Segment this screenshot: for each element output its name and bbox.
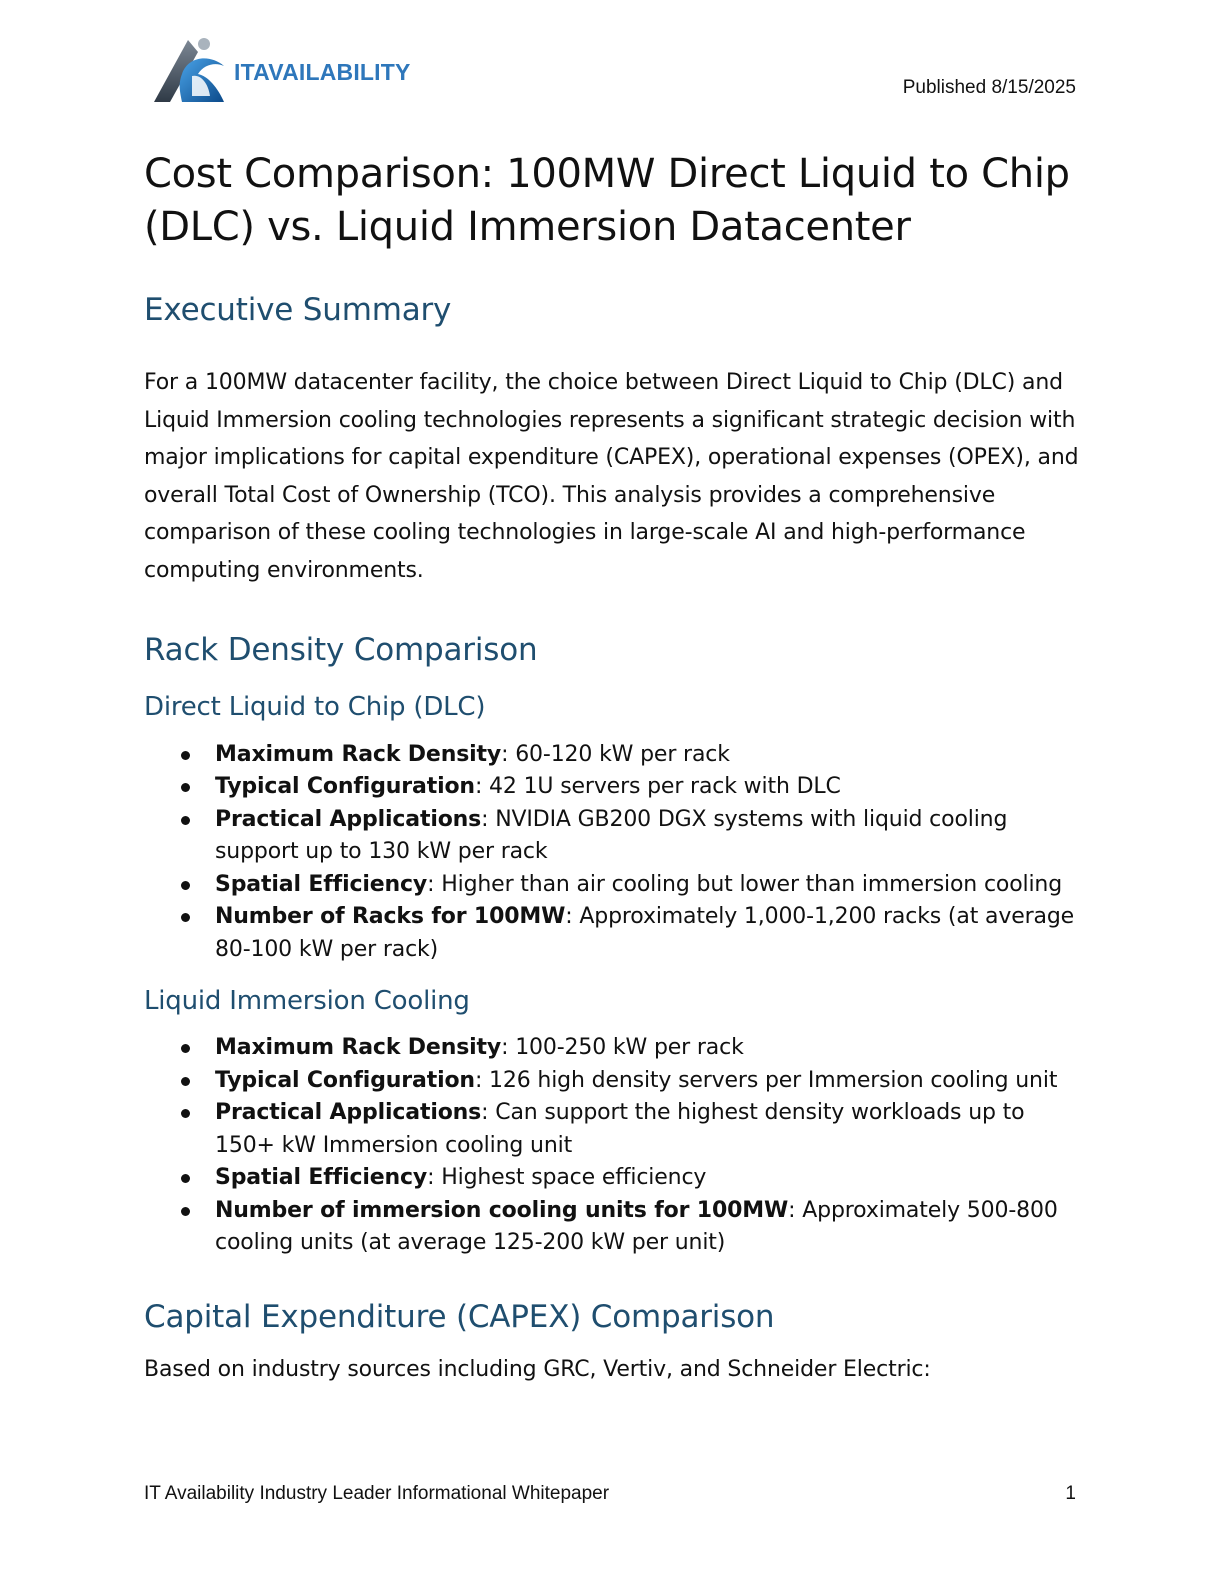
list-item: Practical Applications: Can support the highest density workloads up to 150+ kW Immersion cooling unit: [215, 1097, 1084, 1162]
immersion-heading: Liquid Immersion Cooling: [144, 986, 470, 1017]
capex-intro-text: Based on industry sources including GRC, Vertiv, and Schneider Electric:: [144, 1356, 931, 1382]
list-item: Typical Configuration: 42 1U servers per rack with DLC: [215, 771, 1084, 804]
document-body: [144, 148, 1084, 1388]
executive-summary-text: For a 100MW datacenter facility, the choice between Direct Liquid to Chip (DLC) and Liquid Immersion cooling technologies represents a significant strategic decision with major implications for capital expenditure (CAPEX), operational expenses (OPEX), and overall Total Cost of Ownership (TCO). This analysis provides a comprehensive comparison of these cooling technologies in large-scale AI and high-performance computing environments.: [144, 370, 1079, 583]
logo-text: ITAVAILABILITY: [234, 58, 411, 85]
list-item: Number of immersion cooling units for 100MW: Approximately 500-800 cooling units (at average 125-200 kW per unit): [215, 1195, 1084, 1260]
logo[interactable]: [152, 36, 411, 104]
page-header: [0, 0, 1219, 120]
list-item: Maximum Rack Density: 60-120 kW per rack: [215, 739, 1084, 772]
page-title: Cost Comparison: 100MW Direct Liquid to Chip (DLC) vs. Liquid Immersion Datacenter: [144, 151, 1070, 250]
published-date: Published 8/15/2025: [902, 77, 1076, 98]
footer-text: IT Availability Industry Leader Informational Whitepaper: [144, 1483, 610, 1504]
dlc-list: [144, 739, 1084, 967]
page-number: 1: [1065, 1483, 1076, 1504]
dlc-heading: Direct Liquid to Chip (DLC): [144, 691, 486, 722]
list-item: Number of Racks for 100MW: Approximately 1,000-1,200 racks (at average 80-100 kW per rack): [215, 901, 1084, 966]
immersion-list: [144, 1032, 1084, 1260]
list-item: Practical Applications: NVIDIA GB200 DGX systems with liquid cooling support up to 130 kW per rack: [215, 804, 1084, 869]
executive-summary-heading: Executive Summary: [144, 292, 452, 328]
list-item: Maximum Rack Density: 100-250 kW per rack: [215, 1032, 1084, 1065]
list-item: Typical Configuration: 126 high density servers per Immersion cooling unit: [215, 1065, 1084, 1098]
itavailability-logo-icon: [152, 36, 228, 104]
list-item: Spatial Efficiency: Higher than air cooling but lower than immersion cooling: [215, 869, 1084, 902]
list-item: Spatial Efficiency: Highest space efficiency: [215, 1162, 1084, 1195]
capex-heading: Capital Expenditure (CAPEX) Comparison: [144, 1298, 775, 1335]
rack-density-heading: Rack Density Comparison: [144, 631, 538, 668]
